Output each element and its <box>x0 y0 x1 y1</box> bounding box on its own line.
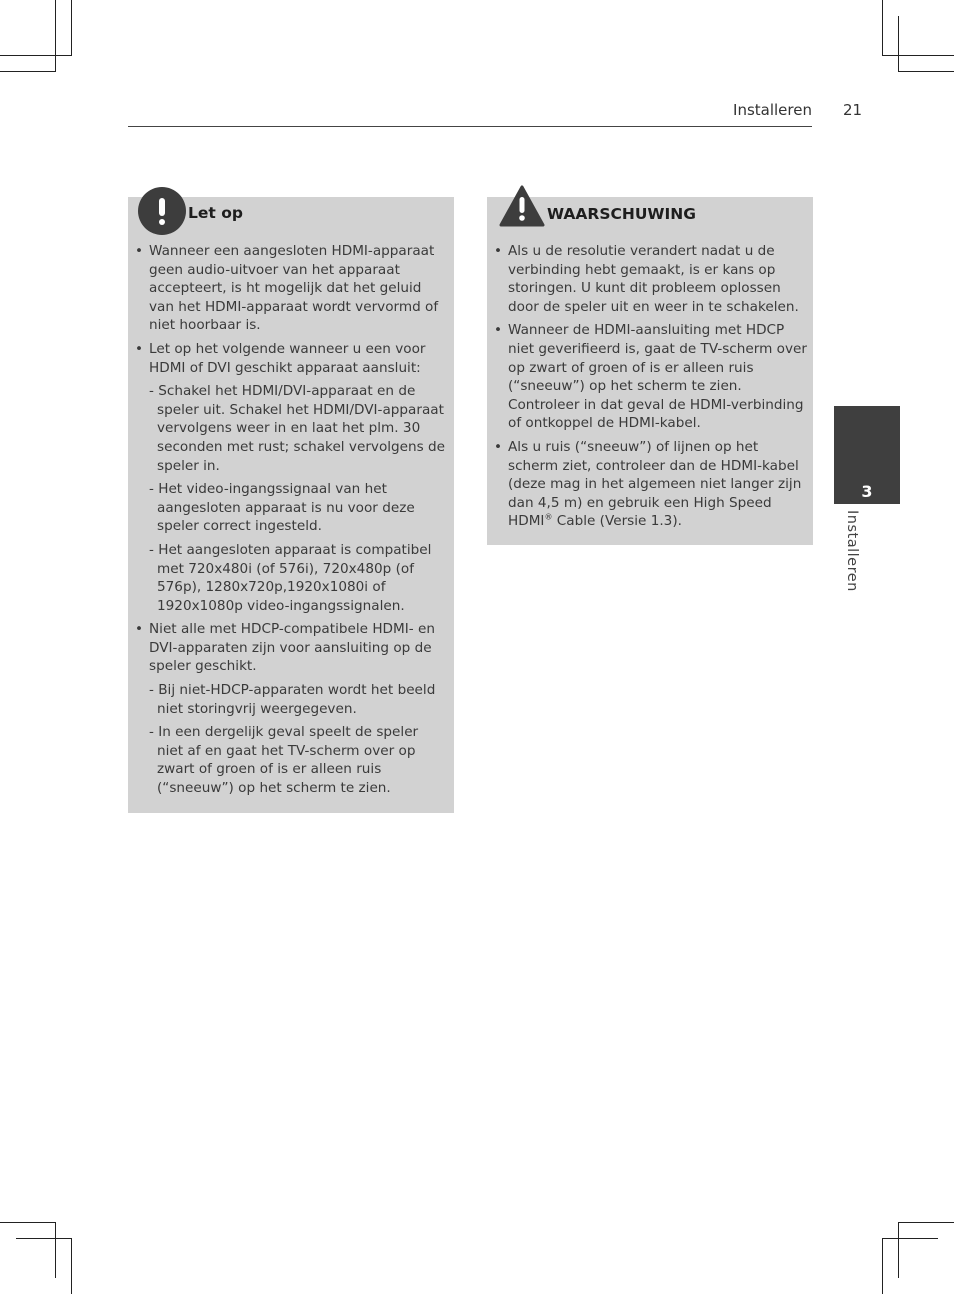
caution-list <box>135 242 448 798</box>
list-item-text: • Wanneer de HDMI-aansluiting met HDCP niet geverifieerd is, gaat de TV-scherm over op zwart of groen of is er alleen ruis (“sneeuw”) op het scherm te zien. Controleer in dat geval de HDMI-verbinding of ontkoppel de HDMI-kabel. <box>508 322 807 432</box>
header-rule <box>128 126 812 127</box>
crop-mark <box>55 0 56 72</box>
sub-item: - Schakel het HDMI/DVI-apparaat en de speler uit. Schakel het HDMI/DVI-apparaat vervolgens weer in en laat het plm. 30 seconden met rust; schakel vervolgens de speler in. <box>149 383 446 474</box>
list-item-text: • Wanneer een aangesloten HDMI-apparaat geen audio-uitvoer van het apparaat accepteert, is ht mogelijk dat het geluid van het HDMI-apparaat wordt vervormd of niet hoorbaar is. <box>149 243 439 334</box>
sub-item: - In een dergelijk geval speelt de speler niet af en gaat het TV-scherm over op zwart of groen of is er alleen ruis (“sneeuw”) op het scherm te zien. <box>149 724 419 797</box>
list-item-text-end: Cable (Versie 1.3). <box>552 513 682 530</box>
crop-mark <box>882 1238 938 1239</box>
list-item <box>494 242 808 316</box>
chapter-tab <box>834 406 900 504</box>
list-item <box>494 438 808 531</box>
warning-list <box>494 242 808 531</box>
crop-mark <box>882 1238 883 1294</box>
exclamation-icon <box>138 187 186 235</box>
caution-title: Let op <box>188 204 243 222</box>
list-item <box>135 340 448 615</box>
page-number: 21 <box>843 101 863 119</box>
list-item <box>135 242 448 335</box>
warning-title: WAARSCHUWING <box>547 205 696 223</box>
list-item-text: • Als u de resolutie verandert nadat u de verbinding hebt gemaakt, is er kans op storingen. U kunt dit probleem oplossen door de speler uit en weer in te schakelen. <box>508 243 799 315</box>
list-item-text <box>508 438 808 531</box>
crop-mark <box>55 1222 56 1278</box>
list-item <box>135 620 448 797</box>
sub-item: - Het aangesloten apparaat is compatibel met 720x480i (of 576i), 720x480p (of 576p), 1280x720p,1920x1080i of 1920x1080p video-ingangssignalen. <box>149 541 432 614</box>
crop-mark <box>0 1222 56 1223</box>
registered-mark: ® <box>544 512 553 522</box>
crop-mark <box>16 1238 72 1239</box>
crop-mark <box>898 1222 899 1278</box>
chapter-number: 3 <box>861 482 873 501</box>
crop-mark <box>882 0 883 56</box>
list-item-text-start: Als u ruis (“sneeuw”) of lijnen op het scherm ziet, controleer dan de HDMI-kabel (deze mag in het algemeen niet langer zijn dan 4,5 m) en gebruik een High Speed HDMI <box>508 438 802 530</box>
chapter-label: Installeren <box>844 510 860 592</box>
crop-mark <box>882 55 954 56</box>
sub-item: - Bij niet-HDCP-apparaten wordt het beeld niet storingvrij weergegeven. <box>149 682 436 717</box>
crop-mark <box>898 71 954 72</box>
sub-item: - Het video-ingangssignaal van het aangesloten apparaat is nu voor deze speler correct ingesteld. <box>149 481 415 535</box>
crop-mark <box>0 71 56 72</box>
warning-box <box>487 197 813 545</box>
warning-triangle-icon <box>499 185 545 227</box>
list-item <box>494 321 808 433</box>
crop-mark <box>71 0 72 56</box>
crop-mark <box>0 55 72 56</box>
list-item-text: • Niet alle met HDCP-compatibele HDMI- en DVI-apparaten zijn voor aansluiting op de speler geschikt. <box>149 621 435 675</box>
crop-mark <box>71 1238 72 1294</box>
section-title: Installeren <box>733 101 812 119</box>
caution-box <box>128 197 454 813</box>
crop-mark <box>898 16 899 72</box>
list-item-text: • Let op het volgende wanneer u een voor HDMI of DVI geschikt apparaat aansluit: <box>149 340 426 376</box>
crop-mark <box>898 1222 954 1223</box>
